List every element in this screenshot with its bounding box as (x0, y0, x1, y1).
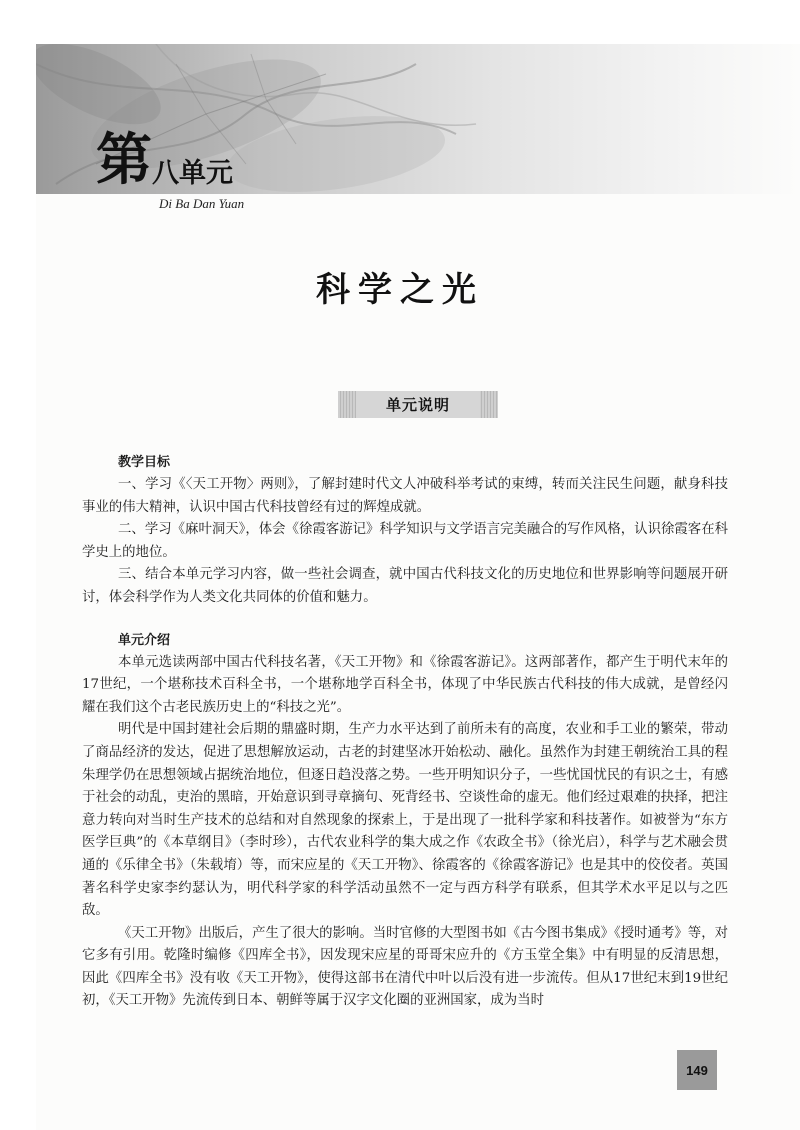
unit-first-char: 第 (96, 127, 150, 193)
intro-paragraph: 明代是中国封建社会后期的鼎盛时期，生产力水平达到了前所未有的高度，农业和手工业的繁荣，带动了商品经济的发达，促进了思想解放运动，古老的封建坚冰开始松动、融化。虽然作为封建王朝统治工具的程朱理学仍在思想领域占据统治地位，但逐日趋没落之势。一些开明知识分子，一些忧国忧民的有识之士，有感于社会的动乱，吏治的黑暗，开始意识到寻章摘句、死背经书、空谈性命的虚无。他们经过艰难的抉择，把注意力转向对当时生产技术的总结和对自然现象的探索上，于是出现了一批科学家和科技著作。如被誉为“东方医学巨典”的《本草纲目》（李时珍），古代农业科学的集大成之作《农政全书》（徐光启），科学与艺术融会贯通的《乐律全书》（朱载堉）等，而宋应星的《天工开物》、徐霞客的《徐霞客游记》也是其中的佼佼者。英国著名科学史家李约瑟认为，明代科学家的科学活动虽然不一定与西方科学有联系，但其学术水平足以与之匹敌。 (82, 722, 728, 919)
intro-paragraph: 《天工开物》出版后，产生了很大的影响。当时官修的大型图书如《古今图书集成》《授时通考》等，对它多有引用。乾隆时编修《四库全书》，因发现宋应星的哥哥宋应升的《方玉堂全集》中有明显的反清思想，因此《四库全书》没有收《天工开物》，使得这部书在清代中叶以后没有进一步流传。但从17世纪末到19世纪初，《天工开物》先流传到日本、朝鲜等属于汉字文化圈的亚洲国家，成为当时 (82, 925, 728, 1009)
goals-heading: 教学目标 (118, 455, 171, 470)
unit-pinyin: Di Ba Dan Yuan (159, 196, 245, 211)
section-header-label: 单元说明 (356, 391, 480, 418)
intro-heading: 单元介绍 (118, 632, 171, 648)
unit-banner (36, 44, 800, 194)
goal-item: 一、学习《〈天工开物〉两则》，了解封建时代文人冲破科举考试的束缚，转而关注民生问题，献身科技事业的伟大精神，认识中国古代科技曾经有过的辉煌成就。 (82, 477, 728, 515)
page-number: 149 (677, 1050, 717, 1090)
intro-paragraph: 本单元选读两部中国古代科技名著，《天工开物》和《徐霞客游记》。这两部著作，都产生于明代末年的17世纪，一个堪称技术百科全书，一个堪称地学百科全书，体现了中华民族古代科技的伟大成就，是曾经闪耀在我们这个古老民族历史上的“科技之光”。 (82, 654, 728, 715)
section-header-bar (338, 391, 498, 418)
leaf-pattern (36, 44, 800, 194)
unit-description (82, 452, 728, 1013)
section-gap (82, 610, 728, 630)
goal-item: 三、结合本单元学习内容，做一些社会调查，就中国古代科技文化的历史地位和世界影响等问题展开研讨，体会科学作为人类文化共同体的价值和魅力。 (82, 567, 728, 605)
unit-title: 科学之光 (316, 270, 484, 310)
goal-item: 二、学习《麻叶洞天》，体会《徐霞客游记》科学知识与文学语言完美融合的写作风格，认识徐霞客在科学史上的地位。 (82, 522, 728, 560)
unit-number-label: 八单元 (152, 158, 233, 189)
